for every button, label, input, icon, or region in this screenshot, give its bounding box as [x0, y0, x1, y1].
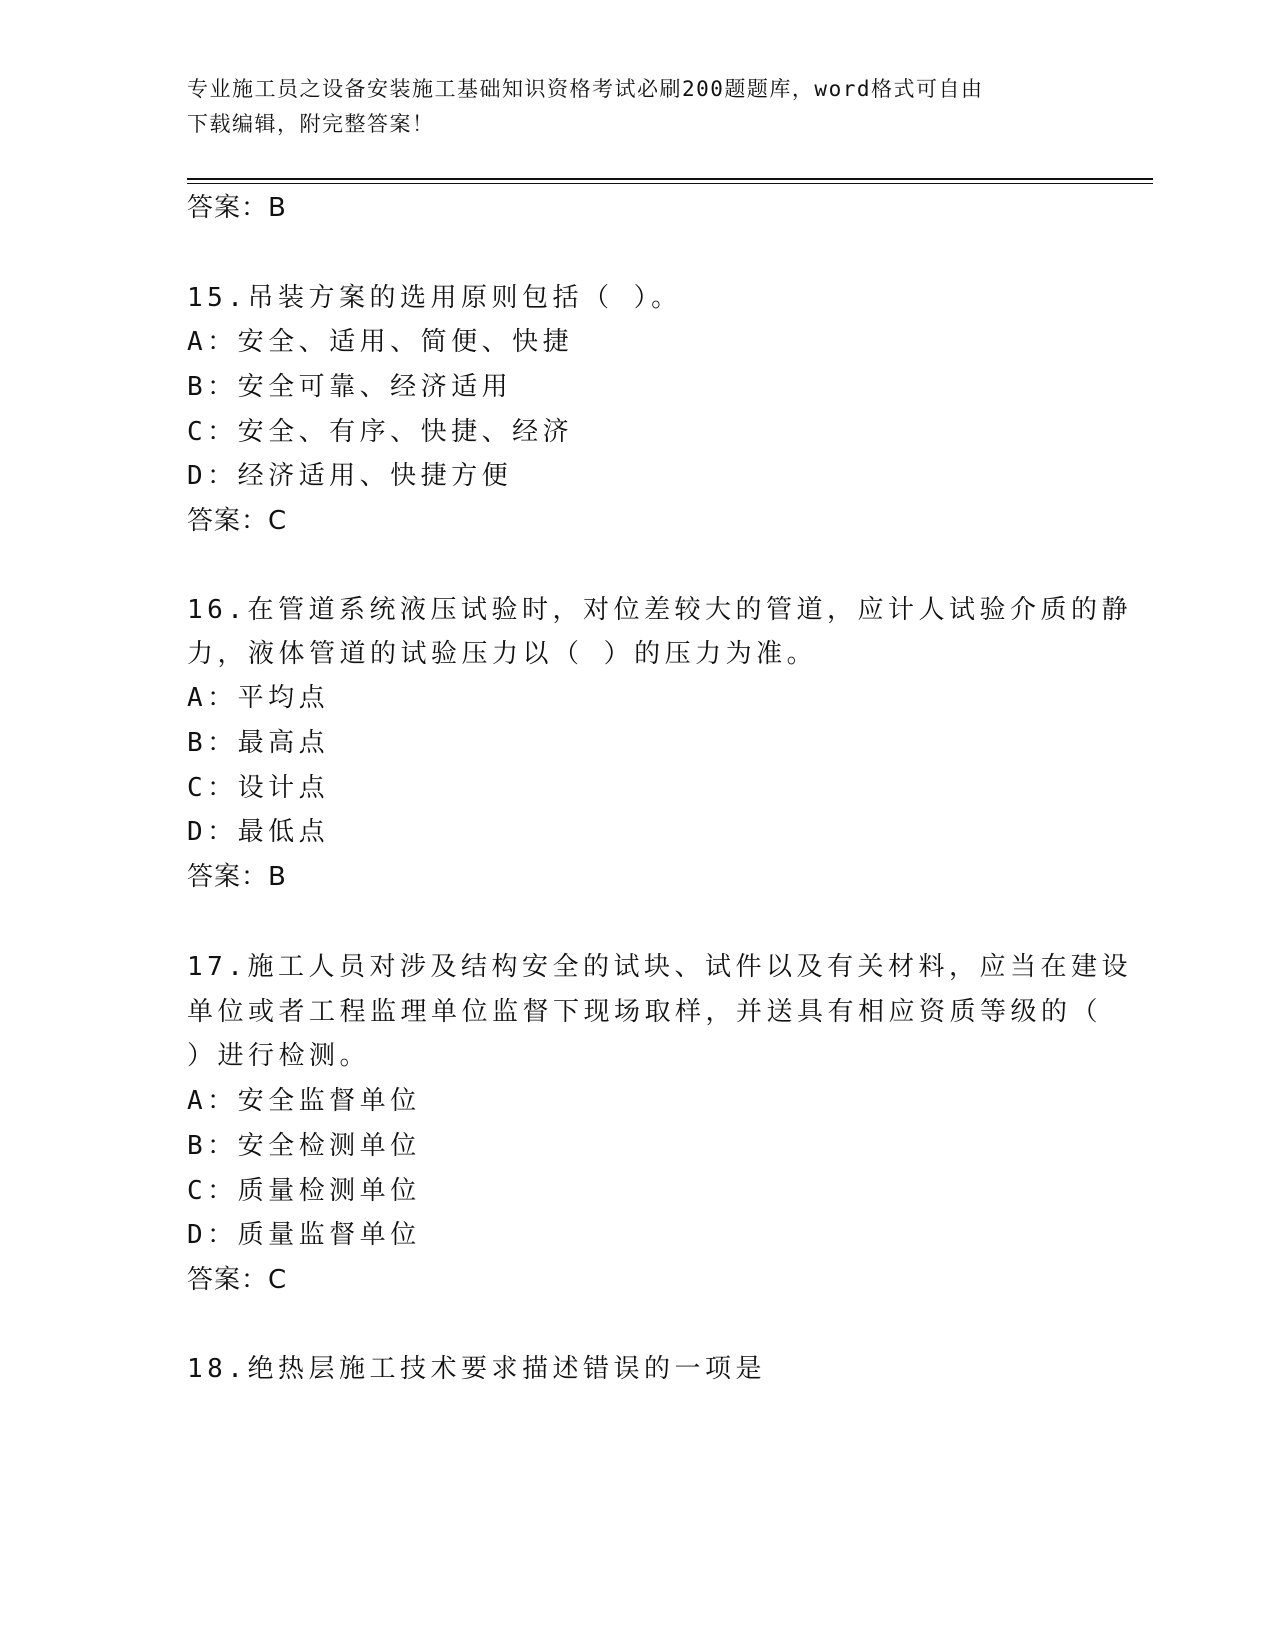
question-17-text-line-2: 单位或者工程监理单位监督下现场取样，并送具有相应资质等级的（ [187, 997, 1103, 1027]
question-18-text: 18.绝热层施工技术要求描述错误的一项是 [187, 1354, 766, 1384]
question-17-text-line-1: 17.施工人员对涉及结构安全的试块、试件以及有关材料，应当在建设 [187, 952, 1132, 982]
header-divider-thick [187, 178, 1153, 180]
header-line-2: 下载编辑，附完整答案！ [187, 112, 435, 136]
question-16-option-c: C：设计点 [187, 773, 330, 803]
answer-15: 答案：C [187, 506, 288, 536]
question-15-option-a: A：安全、适用、简便、快捷 [187, 327, 574, 357]
header-line-1: 专业施工员之设备安装施工基础知识资格考试必刷200题题库，word格式可自由 [187, 77, 984, 101]
answer-16: 答案：B [187, 862, 287, 892]
question-15-option-d: D：经济适用、快捷方便 [187, 461, 513, 491]
question-16-option-d: D：最低点 [187, 817, 330, 847]
question-17-option-b: B：安全检测单位 [187, 1131, 421, 1161]
question-17-option-a: A：安全监督单位 [187, 1086, 421, 1116]
question-17-text-line-3: ）进行检测。 [187, 1041, 371, 1071]
question-17-option-d: D：质量监督单位 [187, 1220, 421, 1250]
question-16-text-line-2: 力，液体管道的试验压力以（ ）的压力为准。 [187, 639, 818, 669]
question-16-option-b: B：最高点 [187, 728, 330, 758]
question-16-option-a: A：平均点 [187, 683, 330, 713]
document-header [187, 72, 1067, 142]
question-15-text: 15.吊装方案的选用原则包括（ ）。 [187, 283, 682, 313]
question-15-option-b: B：安全可靠、经济适用 [187, 372, 513, 402]
answer-17: 答案：C [187, 1265, 288, 1295]
question-17-option-c: C：质量检测单位 [187, 1176, 421, 1206]
answer-14: 答案：B [187, 193, 287, 223]
question-16-text-line-1: 16.在管道系统液压试验时，对位差较大的管道，应计人试验介质的静 [187, 595, 1132, 625]
header-divider-thin [187, 183, 1153, 184]
question-15-option-c: C：安全、有序、快捷、经济 [187, 417, 574, 447]
